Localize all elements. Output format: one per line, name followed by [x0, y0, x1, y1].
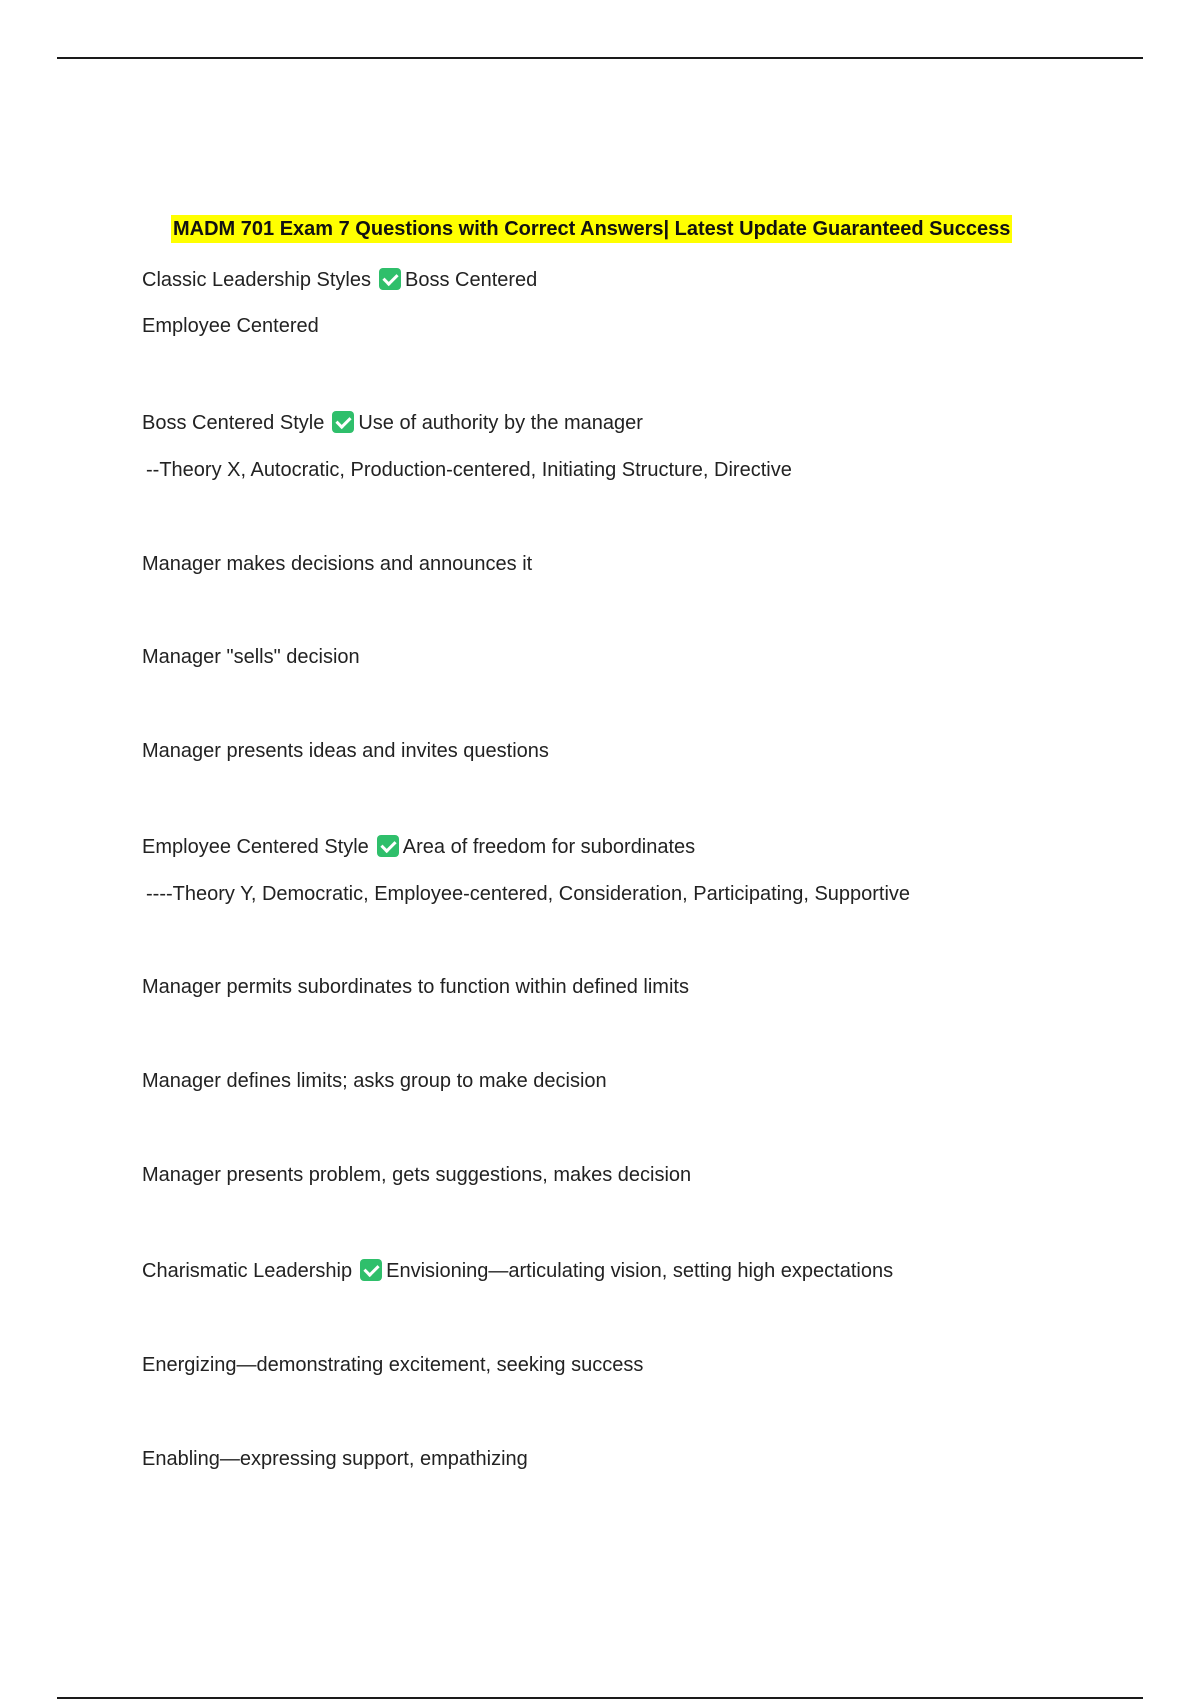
answer-line: Enabling—expressing support, empathizing — [142, 1448, 528, 1470]
question-term: Charismatic Leadership — [142, 1260, 353, 1282]
qa-line — [142, 833, 695, 861]
document-title: MADM 701 Exam 7 Questions with Correct Answers| Latest Update Guaranteed Success — [171, 215, 1012, 243]
check-mark-icon — [379, 268, 401, 290]
qa-line — [142, 266, 537, 294]
question-term: Boss Centered Style — [142, 412, 325, 434]
footer-rule — [57, 1697, 1143, 1699]
check-mark-icon — [377, 835, 399, 857]
question-term: Employee Centered Style — [142, 836, 369, 858]
answer-text: Use of authority by the manager — [358, 412, 643, 434]
question-term: Classic Leadership Styles — [142, 269, 371, 291]
answer-line: Manager presents problem, gets suggestions, makes decision — [142, 1164, 692, 1186]
answer-line: ----Theory Y, Democratic, Employee-centered, Consideration, Participating, Supportive — [146, 883, 911, 905]
answer-text: Envisioning—articulating vision, setting high expectations — [386, 1260, 894, 1282]
answer-line: --Theory X, Autocratic, Production-centered, Initiating Structure, Directive — [146, 459, 792, 481]
answer-line: Manager makes decisions and announces it — [142, 553, 533, 575]
answer-line: Manager "sells" decision — [142, 646, 360, 668]
answer-line: Manager defines limits; asks group to make decision — [142, 1070, 607, 1092]
answer-line: Employee Centered — [142, 315, 319, 337]
qa-line — [142, 1257, 893, 1285]
qa-line — [142, 409, 643, 437]
check-mark-icon — [360, 1259, 382, 1281]
header-rule — [57, 57, 1143, 59]
answer-line: Energizing—demonstrating excitement, seeking success — [142, 1354, 644, 1376]
answer-text: Boss Centered — [405, 269, 538, 291]
answer-line: Manager permits subordinates to function within defined limits — [142, 976, 689, 998]
answer-text: Area of freedom for subordinates — [402, 836, 696, 858]
check-mark-icon — [332, 411, 354, 433]
answer-line: Manager presents ideas and invites questions — [142, 740, 549, 762]
